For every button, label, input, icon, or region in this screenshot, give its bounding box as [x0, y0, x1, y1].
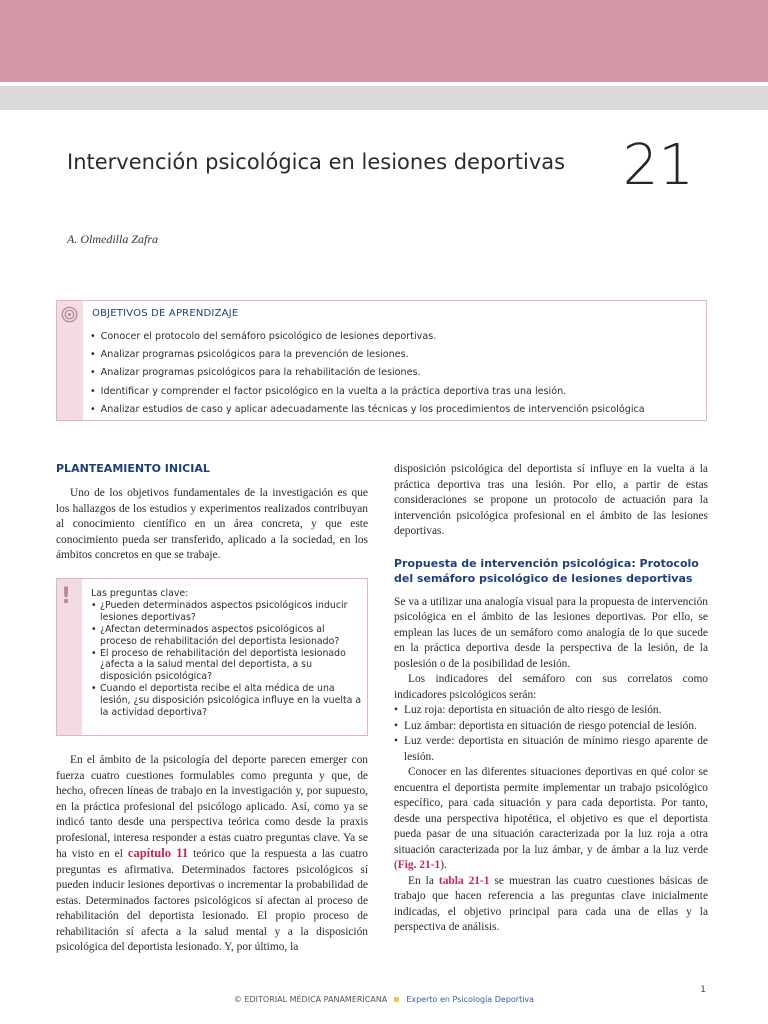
figure-link[interactable]: Fig. 21-1 — [397, 859, 441, 871]
chapter-link[interactable]: capítulo 11 — [127, 846, 189, 860]
body-paragraph — [56, 753, 368, 956]
table-link[interactable]: tabla 21-1 — [438, 874, 490, 887]
objective-item: • Identificar y comprender el factor psicológico en la vuelta a la práctica deportiva tras una lesión. — [90, 383, 645, 401]
series-name: Experto en Psicología Deportiva — [406, 995, 535, 1004]
objective-item: • Conocer el protocolo del semáforo psicológico de lesiones deportivas. — [90, 328, 645, 346]
key-question-item: • Cuando el deportista recibe el alta médica de una lesión, ¿su disposición psicológica influye en la vuelta a la actividad deportiva? — [91, 683, 363, 719]
key-questions-title: Las preguntas clave: — [91, 588, 189, 599]
footer-separator — [394, 997, 399, 1002]
objectives-sidebar — [57, 301, 83, 420]
key-question-item: • El proceso de rehabilitación del deportista lesionado ¿afecta a la salud mental del deportista, a su disposición psicológica? — [91, 648, 363, 684]
body-paragraph — [394, 874, 708, 936]
objectives-list — [90, 328, 645, 419]
key-questions-sidebar — [57, 579, 82, 735]
left-column — [56, 462, 368, 564]
objective-item: • Analizar programas psicológicos para la rehabilitación de lesiones. — [90, 364, 645, 382]
paragraph-text: En la — [408, 874, 439, 887]
right-column — [394, 462, 708, 936]
paragraph-text: ). — [440, 859, 447, 871]
objectives-box — [56, 300, 707, 421]
body-paragraph — [394, 765, 708, 874]
key-question-item: • ¿Pueden determinados aspectos psicológicos inducir lesiones deportivas? — [91, 600, 363, 624]
left-column-lower — [56, 753, 368, 956]
key-question-item: • ¿Afectan determinados aspectos psicológicos al proceso de rehabilitación del deportista lesionado? — [91, 624, 363, 648]
paragraph-text: se muestran las cuatro cuestiones básicas de trabajo que hacen referencia a las preguntas clave inicialmente indicadas, el objetivo principal para cada una de ellas y la perspectiva de análisis. — [394, 874, 708, 933]
author: A. Olmedilla Zafra — [67, 232, 159, 246]
objective-item: • Analizar programas psicológicos para la prevención de lesiones. — [90, 346, 645, 364]
list-item: • Luz verde: deportista en situación de mínimo riesgo aparente de lesión. — [394, 734, 708, 765]
body-paragraph: Se va a utilizar una analogía visual para la propuesta de intervención psicológica en el ámbito de las lesiones deportivas. Por ello, se emplean las luces de un semáforo como analogía de lo que sucede en la práctica deportiva desde la perspectiva de la lesión, de la poslesión o de la posibilidad de lesión. — [394, 595, 708, 670]
exclamation-icon: ! — [61, 584, 72, 609]
paragraph-text: teórico que la respuesta a las cuatro preguntas es afirmativa. Determinados factores psicológicos sí pueden inducir lesiones deportivas o incrementar la probabilidad de estas. Determinados factores psicológicos sí afectan al proceso de rehabilitación del deportista lesionado. El propio proceso de rehabilitación sí afecta a la salud mental y a la disposición psicológica del deportista lesionado. Y, por último, la — [56, 848, 368, 953]
section-heading: PLANTEAMIENTO INICIAL — [56, 462, 210, 475]
intro-paragraph: Uno de los objetivos fundamentales de la investigación es que los hallazgos de los estudios y experimentos realizados contribuyan al conocimiento científico en un área concreta, y que este conocimiento pueda ser transferido, aplicado a la sociedad, en los ámbitos concretos en que se trabaje. — [56, 487, 368, 561]
page-number: 1 — [700, 985, 706, 995]
chapter-number: 21 — [622, 133, 694, 198]
section-heading: Propuesta de intervención psicológica: Protocolo del semáforo psicológico de lesiones deportivas — [394, 556, 699, 585]
header-band — [0, 0, 768, 82]
traffic-light-list — [394, 703, 708, 765]
list-item: • Luz ámbar: deportista en situación de riesgo potencial de lesión. — [394, 719, 708, 735]
header-stripe — [0, 86, 768, 110]
objectives-heading: OBJETIVOS DE APRENDIZAJE — [92, 308, 239, 319]
page-footer — [0, 995, 768, 1004]
paragraph-text: En el ámbito de la psicología del deporte parecen emerger con fuerza cuatro cuestiones formulables como pregunta y que, de hecho, ofrecen líneas de trabajo en la investigación y, por supuesto, en la práctica profesional del psicólogo aplicado. Así, como ya se indicó tanto desde una perspectiva teórica como desde la praxis profesional, interesa responder a estas cuatro preguntas clave. Ya se ha visto en el — [56, 754, 368, 860]
key-questions-list — [91, 600, 363, 719]
objective-item: • Analizar estudios de caso y aplicar adecuadamente las técnicas y los procedimientos de intervención psicológica — [90, 401, 645, 419]
paragraph-text: Conocer en las diferentes situaciones deportivas en qué color se encuentra el deportista permite implementar un trabajo psicológico específico, para cada situación y para cada deportista. Por tanto, desde una perspectiva hipotética, el objetivo es que el deportista pueda pasar de una situación caracterizada por la luz roja a otra situación caracterizada por la luz ámbar, y de ámbar a la luz verde ( — [394, 766, 708, 871]
chapter-title: Intervención psicológica en lesiones deportivas — [67, 150, 566, 174]
key-questions-content — [91, 588, 363, 719]
continued-paragraph: disposición psicológica del deportista sí influye en la vuelta a la práctica deportiva tras una lesión. Por ello, a partir de estas consideraciones se propone un protocolo de actuación para la intervención psicológica profesional en el ámbito de las lesiones deportivas. — [394, 463, 708, 537]
body-paragraph: Los indicadores del semáforo con sus correlatos como indicadores psicológicos serán: — [394, 673, 708, 701]
list-item: • Luz roja: deportista en situación de alto riesgo de lesión. — [394, 703, 708, 719]
target-icon — [61, 306, 78, 323]
key-questions-box — [56, 578, 368, 736]
publisher-credit: © EDITORIAL MÉDICA PANAMERICANA — [233, 995, 388, 1004]
